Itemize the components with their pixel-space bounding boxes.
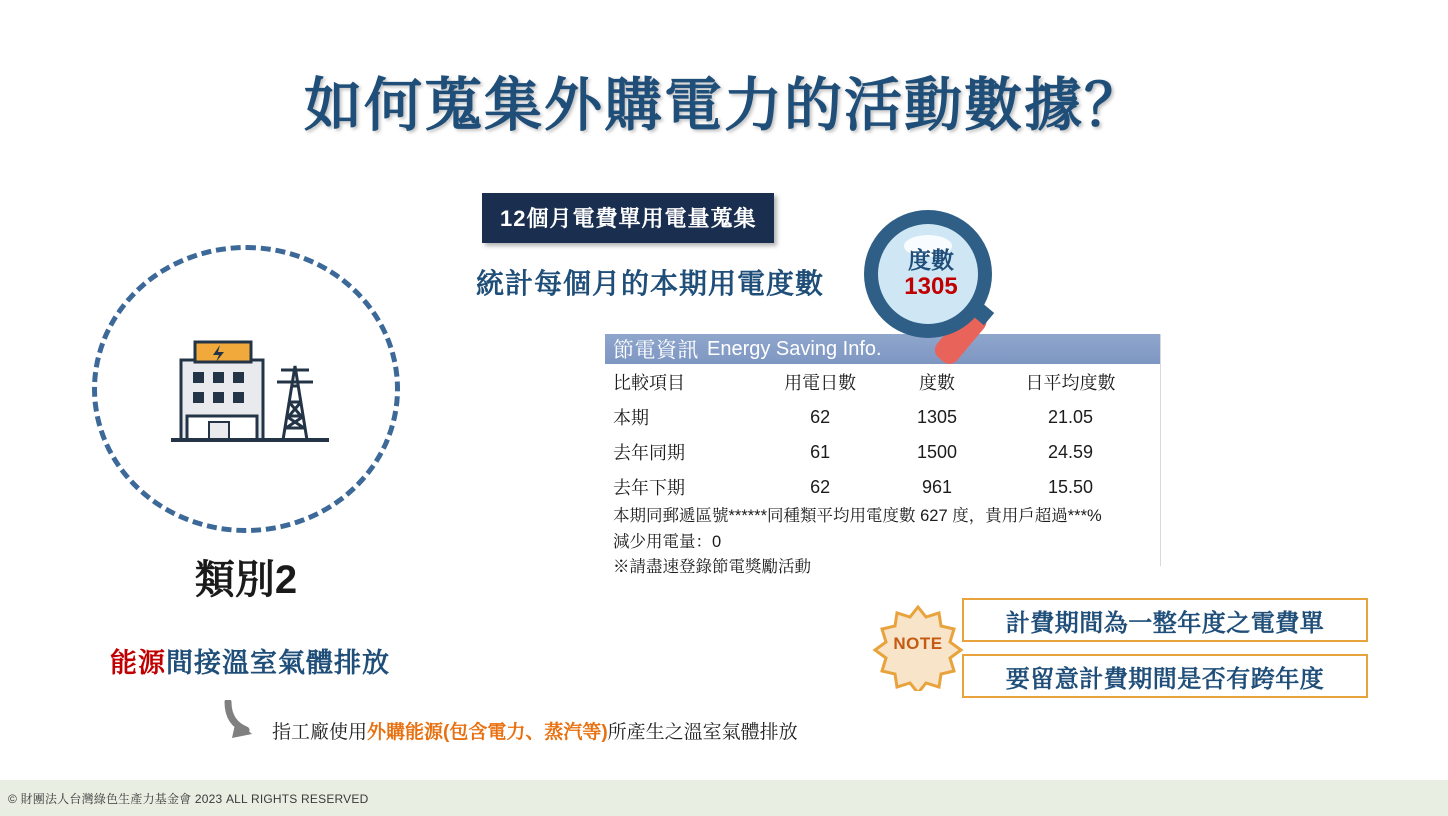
column-header: 度數 xyxy=(919,373,956,393)
table-row xyxy=(605,399,1160,434)
footer-bar xyxy=(0,780,1448,816)
cell: 1305 xyxy=(917,406,958,427)
column-header: 比較項目 xyxy=(613,373,685,393)
table-row xyxy=(605,469,1160,504)
scope-description-highlight: 外購能源(包含電力、蒸汽等) xyxy=(367,722,608,743)
cell: 24.59 xyxy=(1047,441,1093,462)
category-label: 類別2 xyxy=(194,558,298,602)
table-row xyxy=(605,434,1160,469)
footer-copyright: © 財團法人台灣綠色生產力基金會 2023 ALL RIGHTS RESERVED xyxy=(8,791,369,806)
cell: 15.50 xyxy=(1047,476,1093,497)
cell: 1500 xyxy=(917,441,958,462)
bill-data-table xyxy=(605,364,1160,504)
cell: 62 xyxy=(810,476,831,497)
column-header: 用電日數 xyxy=(784,373,857,393)
scope-title-blue: 間接溫室氣體排放 xyxy=(166,648,390,678)
bill-header-en: Energy Saving Info. xyxy=(707,337,882,360)
cell: 本期 xyxy=(613,408,649,428)
bill-note-line: ※請盡速登錄節電獎勵活動 xyxy=(613,558,811,577)
page-title: 如何蒐集外購電力的活動數據？ xyxy=(303,73,1144,138)
cell: 去年同期 xyxy=(613,443,685,463)
cell: 61 xyxy=(810,441,831,462)
cell: 21.05 xyxy=(1047,406,1093,427)
cell: 去年下期 xyxy=(613,478,685,498)
column-header: 日平均度數 xyxy=(1025,373,1116,393)
scope-description xyxy=(272,717,798,744)
magnifier-value: 1305 xyxy=(904,273,958,301)
scope-description-suffix: 所產生之溫室氣體排放 xyxy=(607,722,798,743)
scope-title-red: 能源 xyxy=(110,648,166,678)
scope-title xyxy=(60,641,440,680)
magnifier-icon xyxy=(856,206,1056,376)
factory-power-icon xyxy=(165,320,335,460)
note-box-2: 要留意計費期間是否有跨年度 xyxy=(962,654,1368,698)
bill-note-line: 減少用電量：0 xyxy=(613,532,722,551)
bill-notes xyxy=(605,504,1160,581)
section-subheading: 統計每個月的本期用電度數 xyxy=(476,268,825,299)
cell: 961 xyxy=(922,476,953,497)
bill-note-line: 本期同郵遞區號******同種類平均用電度數 627 度，貴用戶超過***% xyxy=(613,507,1102,525)
note-box-1: 計費期間為一整年度之電費單 xyxy=(962,598,1368,642)
note-badge-label: NOTE xyxy=(893,634,943,653)
curved-arrow-icon xyxy=(222,700,266,746)
scope-description-prefix: 指工廠使用 xyxy=(272,722,368,743)
magnifier-top-label: 度數 xyxy=(908,247,954,273)
section-ribbon-label: 12個月電費單用電量蒐集 xyxy=(482,193,774,243)
cell: 62 xyxy=(810,406,831,427)
bill-header-cn: 節電資訊 xyxy=(613,339,699,362)
